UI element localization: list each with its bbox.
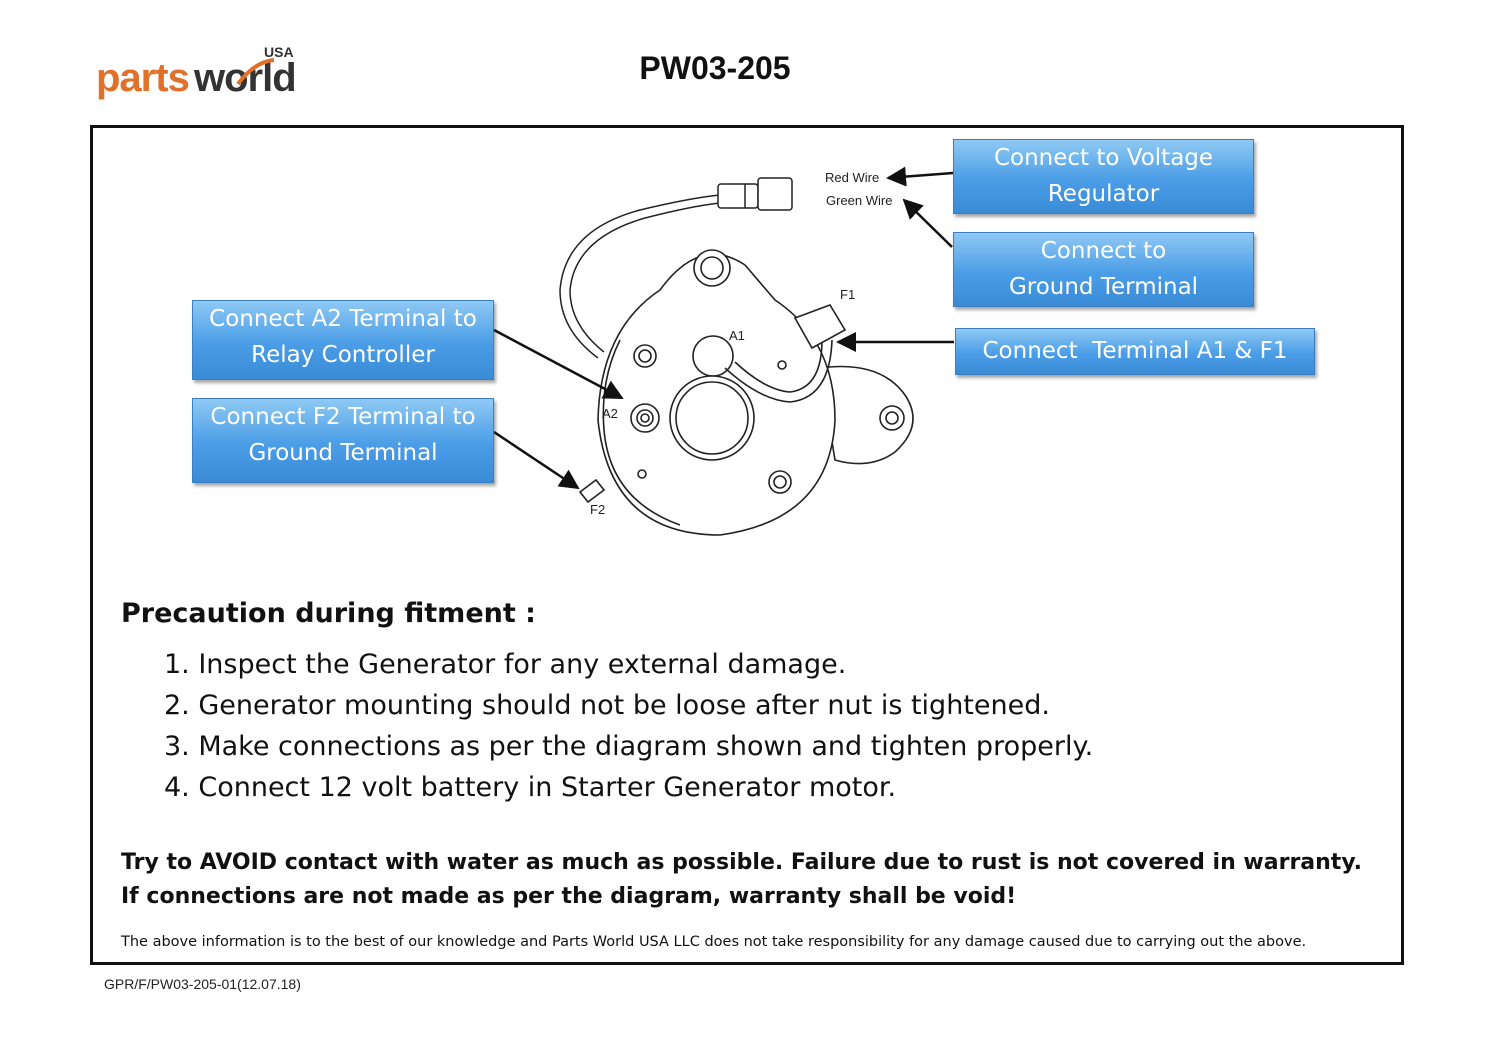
- precaution-step: 4. Connect 12 volt battery in Starter Generator motor.: [164, 772, 897, 803]
- a2-terminal-label: A2: [602, 406, 618, 421]
- warning-warranty: If connections are not made as per the diagram, warranty shall be void!: [121, 884, 1017, 909]
- logo-world-text: world: [194, 56, 296, 100]
- callout-a2-relay-line2: Relay Controller: [251, 342, 435, 368]
- logo-usa-text: USA: [264, 44, 294, 60]
- arrow-to-green-wire: [904, 200, 952, 247]
- callout-f2-ground-line2: Ground Terminal: [248, 440, 438, 466]
- callout-voltage-regulator-line1: Connect to Voltage: [993, 145, 1214, 171]
- page-title: PW03-205: [639, 50, 791, 86]
- green-wire-label: Green Wire: [826, 193, 893, 208]
- precaution-step: 3. Make connections as per the diagram shown and tighten properly.: [164, 731, 1094, 762]
- f1-terminal-label: F1: [840, 287, 856, 302]
- arrow-to-red-wire: [888, 173, 953, 178]
- callout-f2-ground: [192, 398, 494, 483]
- callout-voltage-regulator-line2: Regulator: [1047, 181, 1160, 207]
- a1-terminal-label: A1: [729, 328, 745, 343]
- logo-parts-text: parts: [96, 56, 189, 100]
- arrow-to-f2: [494, 432, 578, 488]
- callout-a2-relay: [192, 300, 494, 380]
- callout-a2-relay-line1: Connect A2 Terminal to: [209, 306, 477, 332]
- document-code: GPR/F/PW03-205-01(12.07.18): [104, 976, 301, 992]
- precaution-title: Precaution during fitment :: [121, 598, 536, 629]
- callout-ground-terminal: [953, 232, 1254, 307]
- callout-ground-terminal-line2: Ground Terminal: [1008, 274, 1199, 300]
- callout-ground-terminal-line1: Connect to: [1040, 238, 1167, 264]
- precaution-step: 2. Generator mounting should not be loose after nut is tightened.: [164, 690, 1050, 721]
- f2-terminal-label: F2: [590, 502, 606, 517]
- callout-f2-ground-line1: Connect F2 Terminal to: [210, 404, 476, 430]
- disclaimer: The above information is to the best of our knowledge and Parts World USA LLC does not take responsibility for any damage caused due to carrying out the above.: [121, 934, 1307, 950]
- generator-body: [580, 250, 913, 535]
- precaution-steps: [164, 644, 1093, 808]
- red-wire-label: Red Wire: [825, 170, 880, 185]
- callout-a1-f1: [955, 328, 1315, 375]
- warning-water: Try to AVOID contact with water as much as possible. Failure due to rust is not covered in warranty.: [121, 850, 1362, 875]
- arrow-to-a2: [494, 330, 622, 398]
- callout-a1-f1-line1: Connect Terminal A1 & F1: [982, 338, 1288, 364]
- precaution-step: 1. Inspect the Generator for any external damage.: [164, 649, 847, 680]
- callout-voltage-regulator: [953, 139, 1254, 214]
